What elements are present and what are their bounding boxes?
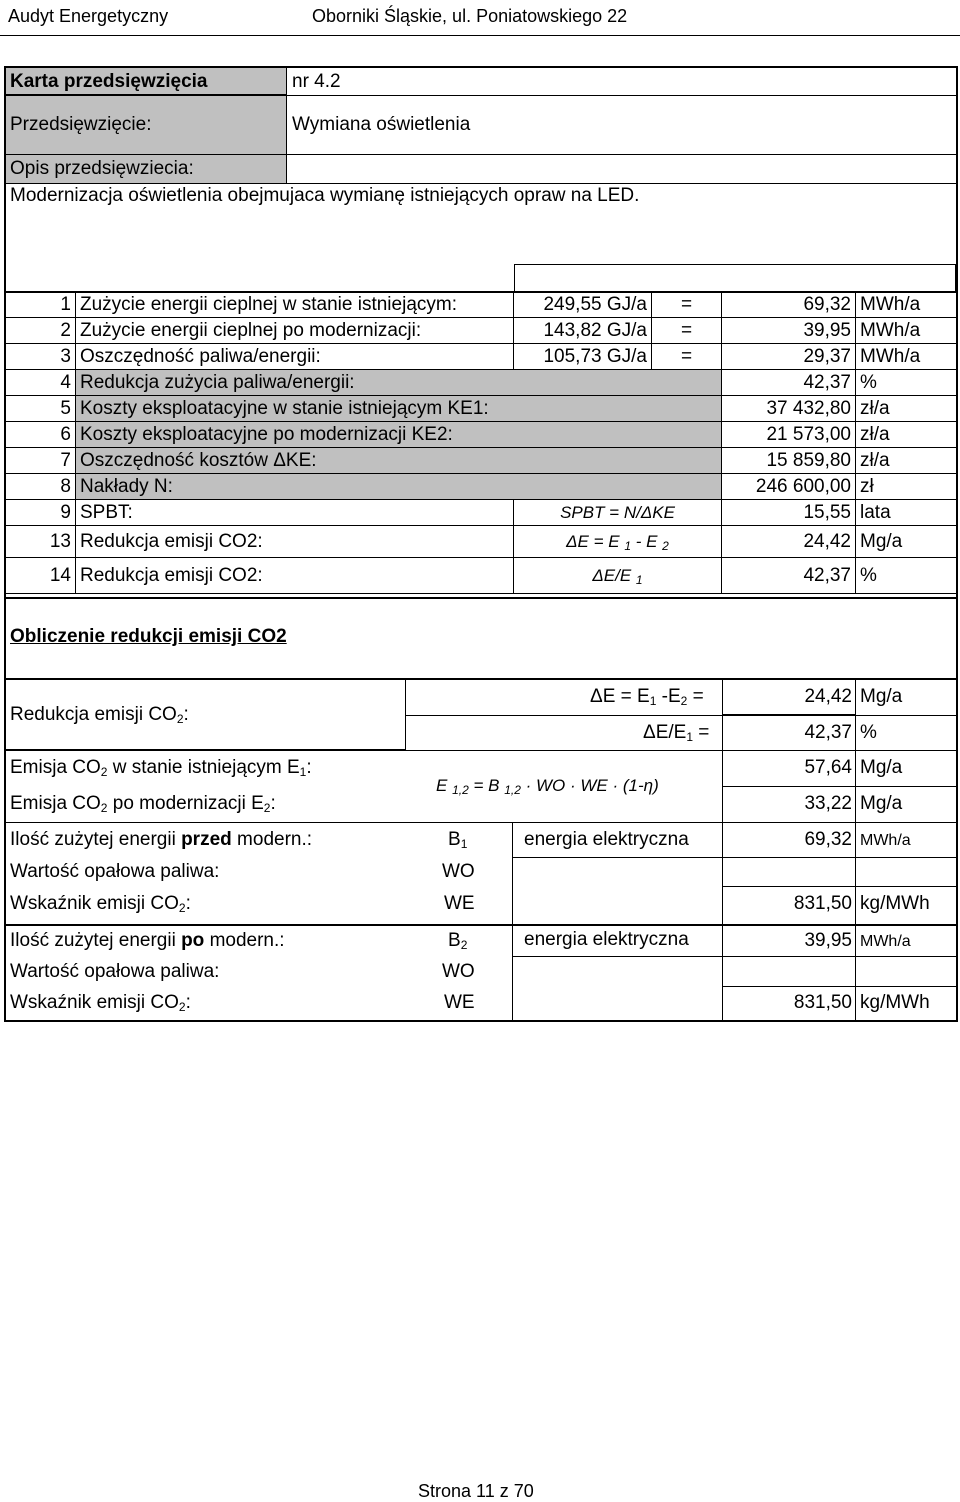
- row-formula: ΔE/E $_1$: [514, 558, 722, 594]
- table-row: [6, 370, 956, 396]
- row-unit: zł: [856, 474, 956, 500]
- ratio-value: 42,37: [804, 722, 852, 743]
- row-equals: =: [652, 292, 722, 318]
- row-number: 14: [6, 558, 76, 594]
- row-unit: zł/a: [856, 396, 956, 422]
- table-row: [6, 474, 956, 500]
- row-unit: zł/a: [856, 448, 956, 474]
- row-label: Zużycie energii cieplnej po modernizacji:: [76, 318, 514, 344]
- we1-symbol: WE: [444, 893, 475, 914]
- row-number: 1: [6, 292, 76, 318]
- e1-unit: Mg/a: [860, 757, 903, 778]
- table-row: [6, 448, 956, 474]
- desc-value: Modernizacja oświetlenia obejmujaca wymianę istniejących opraw na LED.: [10, 185, 640, 206]
- row-number: 3: [6, 344, 76, 370]
- table-top-cell: [514, 264, 956, 292]
- row-formula: ΔE = E $_1$ - E $_2$: [514, 526, 722, 558]
- we2-unit: kg/MWh: [860, 992, 930, 1013]
- row-number: 6: [6, 422, 76, 448]
- b2-energy: energia elektryczna: [524, 929, 689, 950]
- row-formula: SPBT = N/ΔKE: [514, 500, 722, 526]
- calc-title: Obliczenie redukcji emisji CO2: [10, 626, 287, 647]
- wo1-label: Wartość opałowa paliwa:: [10, 861, 220, 882]
- row-label: Nakłady N:: [76, 474, 722, 500]
- ratio-unit: %: [860, 722, 877, 743]
- header-rule: [0, 35, 960, 36]
- row-number: 8: [6, 474, 76, 500]
- we1-value: 831,50: [793, 893, 852, 914]
- row-number: 13: [6, 526, 76, 558]
- row-gj-value: 249,55 GJ/a: [514, 292, 652, 318]
- e2-unit: Mg/a: [860, 793, 903, 814]
- row-label: Koszty eksploatacyjne po modernizacji KE2:: [76, 422, 722, 448]
- row-unit: %: [856, 370, 956, 396]
- row-value: 42,37: [722, 558, 856, 594]
- row-number: 9: [6, 500, 76, 526]
- row-value: 24,42: [722, 526, 856, 558]
- b1-label: Ilość zużytej energii przed modern.:: [10, 829, 313, 850]
- row-number: 7: [6, 448, 76, 474]
- b2-label: Ilość zużytej energii po modern.:: [10, 930, 285, 951]
- row-label: Koszty eksploatacyjne w stanie istniejącym KE1:: [76, 396, 722, 422]
- row-value: 15 859,80: [722, 448, 856, 474]
- row-equals: =: [652, 344, 722, 370]
- b2-unit: MWh/a: [860, 933, 911, 950]
- e1-value: 57,64: [804, 757, 852, 778]
- b1-symbol: $B_1$: [448, 829, 468, 851]
- we2-value: 831,50: [793, 992, 852, 1013]
- row-value: 69,32: [722, 292, 856, 318]
- table-row: [6, 396, 956, 422]
- b1-unit: MWh/a: [860, 832, 911, 849]
- b2-value: 39,95: [804, 930, 852, 951]
- table-row: [6, 422, 956, 448]
- table-row: [6, 344, 956, 370]
- header-left: Audyt Energetyczny: [8, 6, 169, 26]
- b2-symbol: $B_2$: [448, 930, 468, 952]
- row-gj-value: 143,82 GJ/a: [514, 318, 652, 344]
- table-row: [6, 558, 956, 594]
- page-number: Strona 11 z 70: [418, 1481, 534, 1501]
- e2-value: 33,22: [804, 793, 852, 814]
- delta-value: 24,42: [804, 686, 852, 707]
- card-number: nr 4.2: [292, 71, 341, 92]
- reduction-label: Redukcja emisji $CO_2$:: [10, 704, 189, 726]
- row-value: 15,55: [722, 500, 856, 526]
- table-row: [6, 500, 956, 526]
- row-unit: Mg/a: [856, 526, 956, 558]
- b1-value: 69,32: [804, 829, 852, 850]
- row-value: 39,95: [722, 318, 856, 344]
- row-label: Oszczędność paliwa/energii:: [76, 344, 514, 370]
- row-value: 42,37: [722, 370, 856, 396]
- ratio-formula: $\Delta E/E_1$ =: [643, 722, 710, 744]
- table-row: [6, 292, 956, 318]
- emission-e1-label: Emisja $CO_2$ w stanie istniejącym $E_1$:: [10, 757, 312, 779]
- delta-formula: $\Delta E = E_1$ $-E_2$ =: [590, 686, 704, 708]
- wo2-symbol: WO: [442, 961, 475, 982]
- row-number: 2: [6, 318, 76, 344]
- b1-energy: energia elektryczna: [524, 829, 689, 850]
- wo1-symbol: WO: [442, 861, 475, 882]
- we1-unit: kg/MWh: [860, 893, 930, 914]
- row-number: 5: [6, 396, 76, 422]
- row-label: Oszczędność kosztów ΔKE:: [76, 448, 722, 474]
- row-unit: %: [856, 558, 956, 594]
- we2-symbol: WE: [444, 992, 475, 1013]
- row-unit: MWh/a: [856, 318, 956, 344]
- row-label: Redukcja emisji CO2:: [76, 526, 514, 558]
- desc-label: Opis przedsięwziecia:: [10, 158, 194, 179]
- project-label: Przedsięwzięcie:: [10, 114, 152, 135]
- wo2-label: Wartość opałowa paliwa:: [10, 961, 220, 982]
- row-unit: lata: [856, 500, 956, 526]
- row-equals: =: [652, 318, 722, 344]
- row-value: 37 432,80: [722, 396, 856, 422]
- row-value: 21 573,00: [722, 422, 856, 448]
- row-label: Zużycie energii cieplnej w stanie istniejącym:: [76, 292, 514, 318]
- project-value: Wymiana oświetlenia: [292, 114, 471, 135]
- we1-label: Wskaźnik emisji $CO_2$:: [10, 893, 191, 915]
- row-unit: zł/a: [856, 422, 956, 448]
- row-number: 4: [6, 370, 76, 396]
- emission-formula: E $_{1,2}$ = B $_{1,2}$ · WO · WE · (1-η): [436, 776, 659, 797]
- table-row: [6, 526, 956, 558]
- emission-e2-label: Emisja $CO_2$ po modernizacji $E_2$:: [10, 793, 276, 815]
- header-right: Oborniki Śląskie, ul. Poniatowskiego 22: [312, 6, 628, 26]
- delta-unit: Mg/a: [860, 686, 903, 707]
- row-label: Redukcja zużycia paliwa/energii:: [76, 370, 722, 396]
- row-unit: MWh/a: [856, 344, 956, 370]
- row-label: SPBT:: [76, 500, 514, 526]
- row-label: Redukcja emisji CO2:: [76, 558, 514, 594]
- row-value: 246 600,00: [722, 474, 856, 500]
- row-gj-value: 105,73 GJ/a: [514, 344, 652, 370]
- card-label: Karta przedsięwzięcia: [10, 71, 208, 92]
- table-row: [6, 318, 956, 344]
- row-value: 29,37: [722, 344, 856, 370]
- we2-label: Wskaźnik emisji $CO_2$:: [10, 992, 191, 1014]
- row-unit: MWh/a: [856, 292, 956, 318]
